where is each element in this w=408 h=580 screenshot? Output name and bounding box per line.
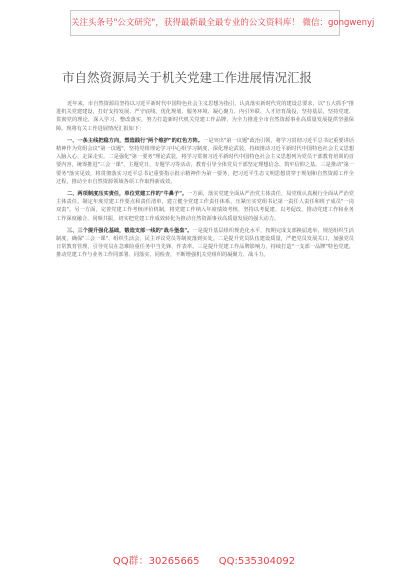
document-body bbox=[56, 100, 354, 540]
paragraph-text: 近年来，市自然资源局坚持以习近平新时代中国特色社会主义思想为指引，认真落实新时代党的建设总要求，以"五大抓手"推进机关党建建设，打好支持发展、严守底线、优化规划、服务环境、凝心聚力、内引外联、人才培育战役，坚持基层、坚持党建、贯彻党的理论，深入学习、整改落实，努力打造新时代机关党建工作品牌，为全力推进全市自然资源事业高质量发展提供坚强保障。现将有关工作进展情况汇报如下： bbox=[56, 101, 354, 132]
document-title: 市自然资源局关于机关党建工作进展情况汇报 bbox=[62, 70, 313, 85]
paragraph-text: 一方面，落实党建全面从严治党主体责任，局党组认真履行全面从严治党主体责任，制定年度党建工作要点和责任清单，建立健全党建工作责任体系，压紧压实党组书记第一责任人责任和班子成员"一岗双责"。另一方面，完善党建工作考核评价机制，将党建工作纳入年度绩效考核，坚持以考促建、以考促改，推动党建工作和业务工作深度融合、同频共振，切实把党建工作成效转化为推动自然资源事业高质量发展的强大动力。 bbox=[56, 191, 354, 222]
paragraph-text: 一是突出"第一议题"政治引领，将学习贯彻习近平总书记重要讲话精神作为党组会议"第一议题"，坚持党组理论学习中心组学习制度，深化理论武装，持续推动习近平新时代中国特色社会主义思想入脑入心、走深走实。二是强化"第一要务"理论武装，将学习贯彻习近平新时代中国特色社会主义思想列为党员干部教育培训的首要内容，统筹推进"三会一课"、主题党日、专题学习等活动，教育引导全体党员干部坚定理想信念、筑牢信仰之基。三是推动"第一要务"落实见效，将贯彻落实习近平总书记重要指示批示精神作为第一要务，把习近平生态文明思想贯穿于规划和自然资源工作全过程，推动全市自然资源领域各项工作取得新成效。 bbox=[56, 137, 354, 185]
contact-footer bbox=[0, 552, 408, 567]
paragraph-section-1 bbox=[56, 137, 354, 186]
qq-group-text: QQ群：30265665 bbox=[112, 556, 200, 567]
qq-contact-text: QQ:535304092 bbox=[218, 556, 296, 567]
paragraph-section-3 bbox=[56, 227, 354, 260]
paragraph-text: 一是提升基层组织规范化水平，按期完成支部换届选举，规范组织生活制度，确保"三会一课"、组织生活会、民主评议党员等制度落到实处。二是提升党员队伍建设质量，严把党员发展关口，加强党员日常教育管理，引导党员在急难险重任务中当先锋、作表率。三是提升党建工作品牌影响力，持续打造"一支部一品牌"特色党建，推动党建工作与业务工作同部署、同落实、同检查，不断增强机关党组织的凝聚力、战斗力。 bbox=[56, 227, 354, 259]
promo-banner: 关注头条号"公文研究"，获得最新最全最专业的公文资料库！ 微信：gongwenyj bbox=[70, 10, 340, 36]
paragraph-heading: 一、一条主线把稳方向，塑造践行"两个维护"的红色方阵。 bbox=[67, 137, 203, 144]
paragraph-intro bbox=[56, 100, 354, 133]
paragraph-section-2 bbox=[56, 190, 354, 223]
paragraph-heading: 三、三个提升强化基础，锻造支部一线的"战斗堡垒"。 bbox=[67, 227, 193, 234]
paragraph-heading: 二、两项制度压实责任，单位党建工作的"牛鼻子"。 bbox=[67, 191, 188, 198]
